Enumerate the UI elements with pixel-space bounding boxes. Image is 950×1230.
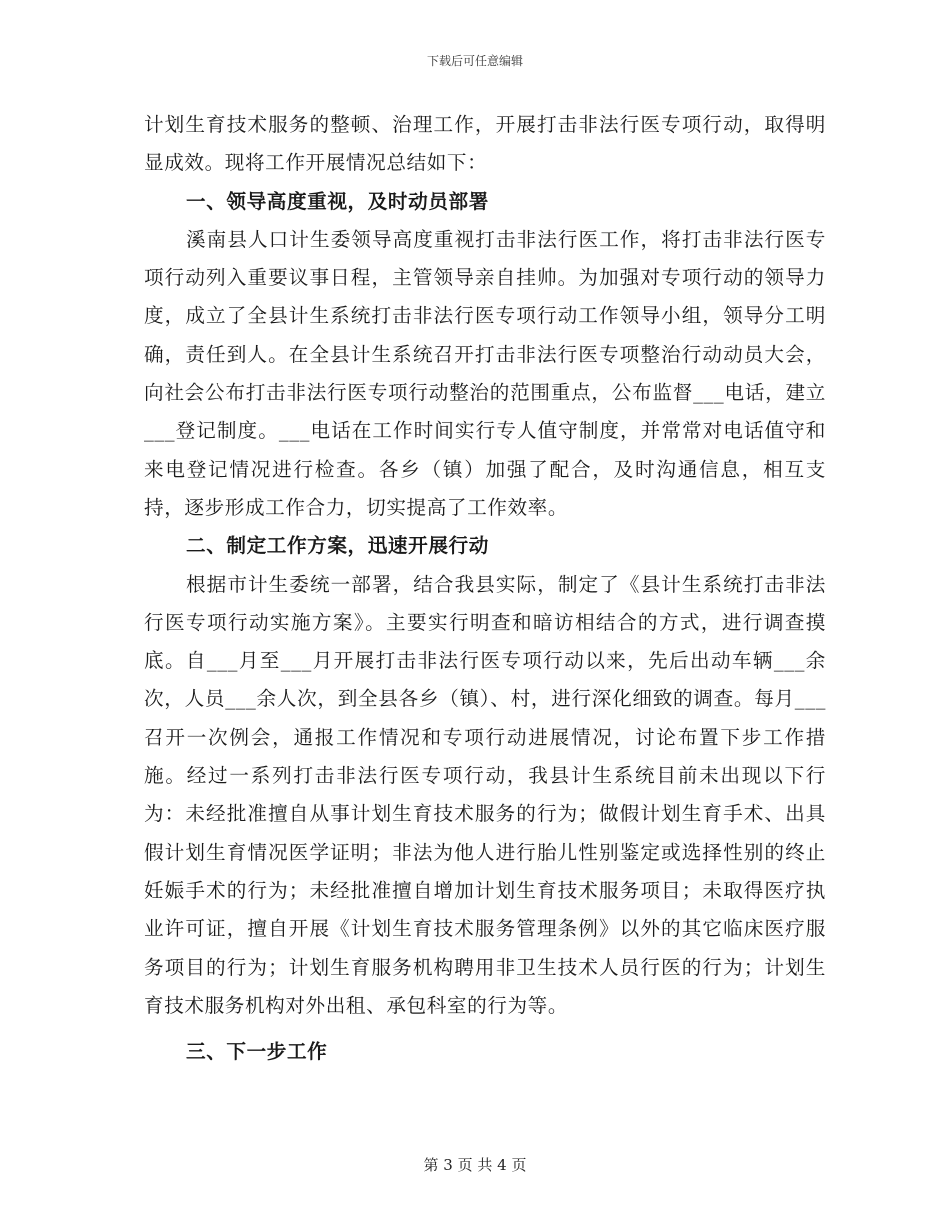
intro-paragraph: 计划生育技术服务的整顿、治理工作，开展打击非法行医专项行动，取得明显成效。现将工作开展情况总结如下： <box>144 113 826 175</box>
section-2-heading: 二、制定工作方案，迅速开展行动 <box>186 534 489 558</box>
section-1-paragraph: 溪南县人口计生委领导高度重视打击非法行医工作，将打击非法行医专项行动列入重要议事日程，主管领导亲自挂帅。为加强对专项行动的领导力度，成立了全县计生系统打击非法行医专项行动工作领导小组，领导分工明确，责任到人。在全县计生系统召开打击非法行医专项整治行动动员大会，向社会公布打击非法行医专项行动整治的范围重点，公布监督___电话，建立___登记制度。___电话在工作时间实行专人值守制度，并常常对电话值守和来电登记情况进行检查。各乡（镇）加强了配合，及时沟通信息，相互支持，逐步形成工作合力，切实提高了工作效率。 <box>144 227 826 519</box>
section-2-paragraph: 根据市计生委统一部署，结合我县实际，制定了《县计生系统打击非法行医专项行动实施方案》。主要实行明查和暗访相结合的方式，进行调查摸底。自___月至___月开展打击非法行医专项行动以来，先后出动车辆___余次，人员___余人次，到全县各乡（镇）、村，进行深化细致的调查。每月___召开一次例会，通报工作情况和专项行动进展情况，讨论布置下步工作措施。经过一系列打击非法行医专项行动，我县计生系统目前未出现以下行为：未经批准擅自从事计划生育技术服务的行为；做假计划生育手术、出具假计划生育情况医学证明；非法为他人进行胎儿性别鉴定或选择性别的终止妊娠手术的行为；未经批准擅自增加计划生育技术服务项目；未取得医疗执业许可证，擅自开展《计划生育技术服务管理条例》以外的其它临床医疗服务项目的行为；计划生育服务机构聘用非卫生技术人员行医的行为；计划生育技术服务机构对外出租、承包科室的行为等。 <box>144 572 826 1017</box>
page-header-note: 下载后可任意编辑 <box>426 54 523 68</box>
document-body <box>144 106 826 1071</box>
page-number-footer: 第 3 页 共 4 页 <box>423 1156 527 1174</box>
section-3-heading: 三、下一步工作 <box>186 1040 328 1064</box>
section-1-heading: 一、领导高度重视，及时动员部署 <box>186 189 489 213</box>
